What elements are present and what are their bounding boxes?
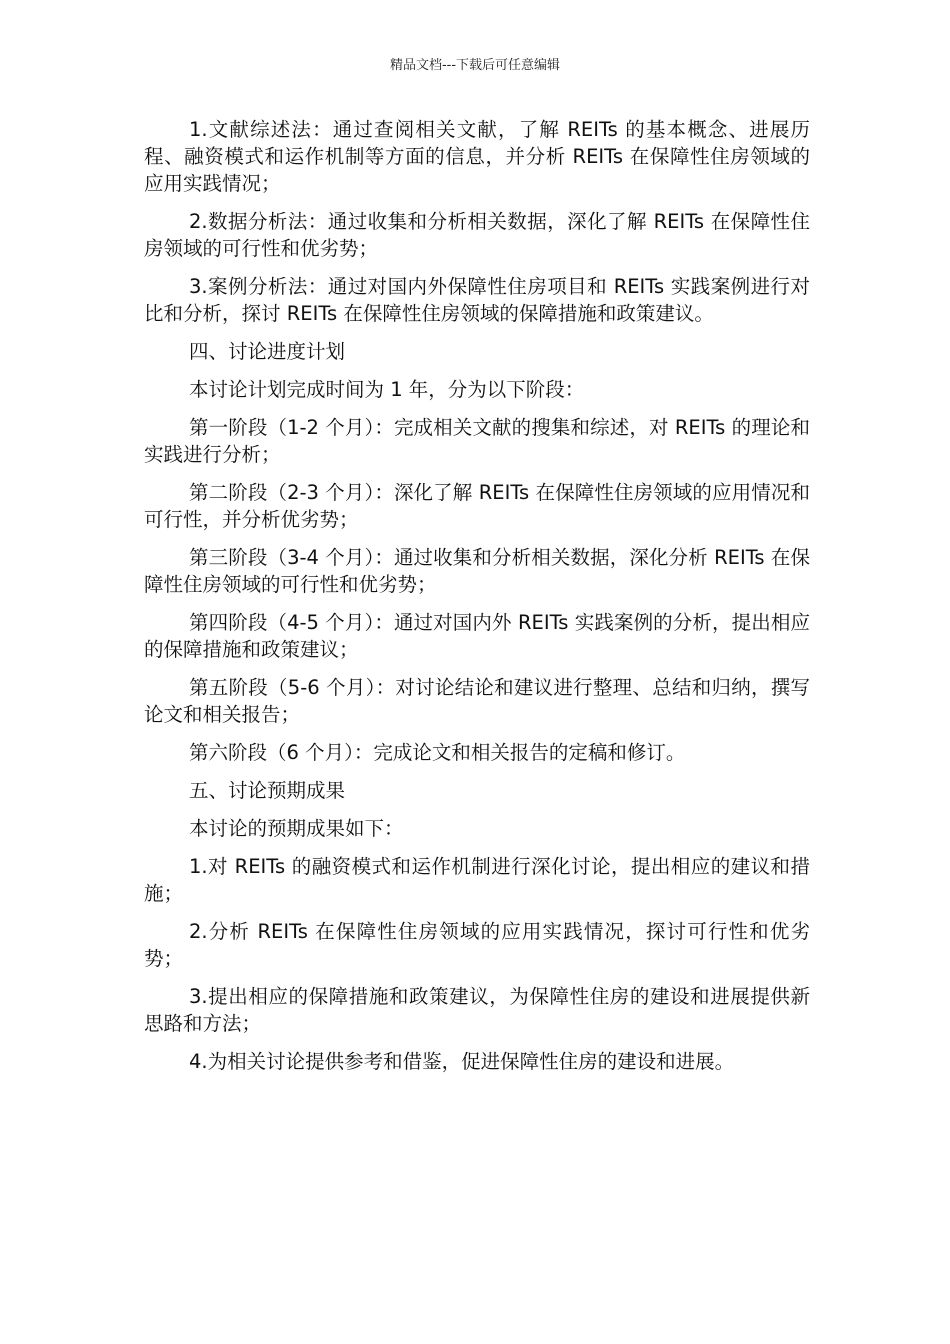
section-heading-schedule: 四、讨论进度计划 xyxy=(189,340,346,363)
paragraph-outcome-4: 4.为相关讨论提供参考和借鉴，促进保障性住房的建设和进展。 xyxy=(189,1050,735,1073)
paragraph-schedule-intro: 本讨论计划完成时间为 1 年，分为以下阶段： xyxy=(189,378,585,401)
paragraph-method-literature: 1.文献综述法：通过查阅相关文献，了解 REITs 的基本概念、进展历程、融资模式和运作机制等方面的信息，并分析 REITs 在保障性住房领域的应用实践情况； xyxy=(144,118,810,195)
paragraph-outcome-2: 2.分析 REITs 在保障性住房领域的应用实践情况，探讨可行性和优劣势； xyxy=(144,920,810,970)
section-heading-outcomes: 五、讨论预期成果 xyxy=(189,779,346,802)
paragraph-stage-6: 第六阶段（6 个月）：完成论文和相关报告的定稿和修订。 xyxy=(189,741,686,764)
paragraph-stage-5: 第五阶段（5-6 个月）：对讨论结论和建议进行整理、总结和归纳，撰写论文和相关报告； xyxy=(144,676,810,726)
paragraph-outcome-3: 3.提出相应的保障措施和政策建议，为保障性住房的建设和进展提供新思路和方法； xyxy=(144,985,810,1035)
paragraph-stage-1: 第一阶段（1-2 个月）：完成相关文献的搜集和综述，对 REITs 的理论和实践进行分析； xyxy=(144,416,810,466)
paragraph-stage-2: 第二阶段（2-3 个月）：深化了解 REITs 在保障性住房领域的应用情况和可行性，并分析优劣势； xyxy=(144,481,810,531)
paragraph-method-data: 2.数据分析法：通过收集和分析相关数据，深化了解 REITs 在保障性住房领域的可行性和优劣势； xyxy=(144,210,810,260)
paragraph-outcomes-intro: 本讨论的预期成果如下： xyxy=(189,817,404,840)
paragraph-method-case: 3.案例分析法：通过对国内外保障性住房项目和 REITs 实践案例进行对比和分析，探讨 REITs 在保障性住房领域的保障措施和政策建议。 xyxy=(144,275,810,325)
paragraph-stage-4: 第四阶段（4-5 个月）：通过对国内外 REITs 实践案例的分析，提出相应的保障措施和政策建议； xyxy=(144,611,810,661)
page-header: 精品文档---下载后可任意编辑 xyxy=(389,58,561,73)
paragraph-outcome-1: 1.对 REITs 的融资模式和运作机制进行深化讨论，提出相应的建议和措施； xyxy=(144,855,810,905)
document-body xyxy=(144,116,810,1086)
paragraph-stage-3: 第三阶段（3-4 个月）：通过收集和分析相关数据，深化分析 REITs 在保障性住房领域的可行性和优劣势； xyxy=(144,546,810,596)
